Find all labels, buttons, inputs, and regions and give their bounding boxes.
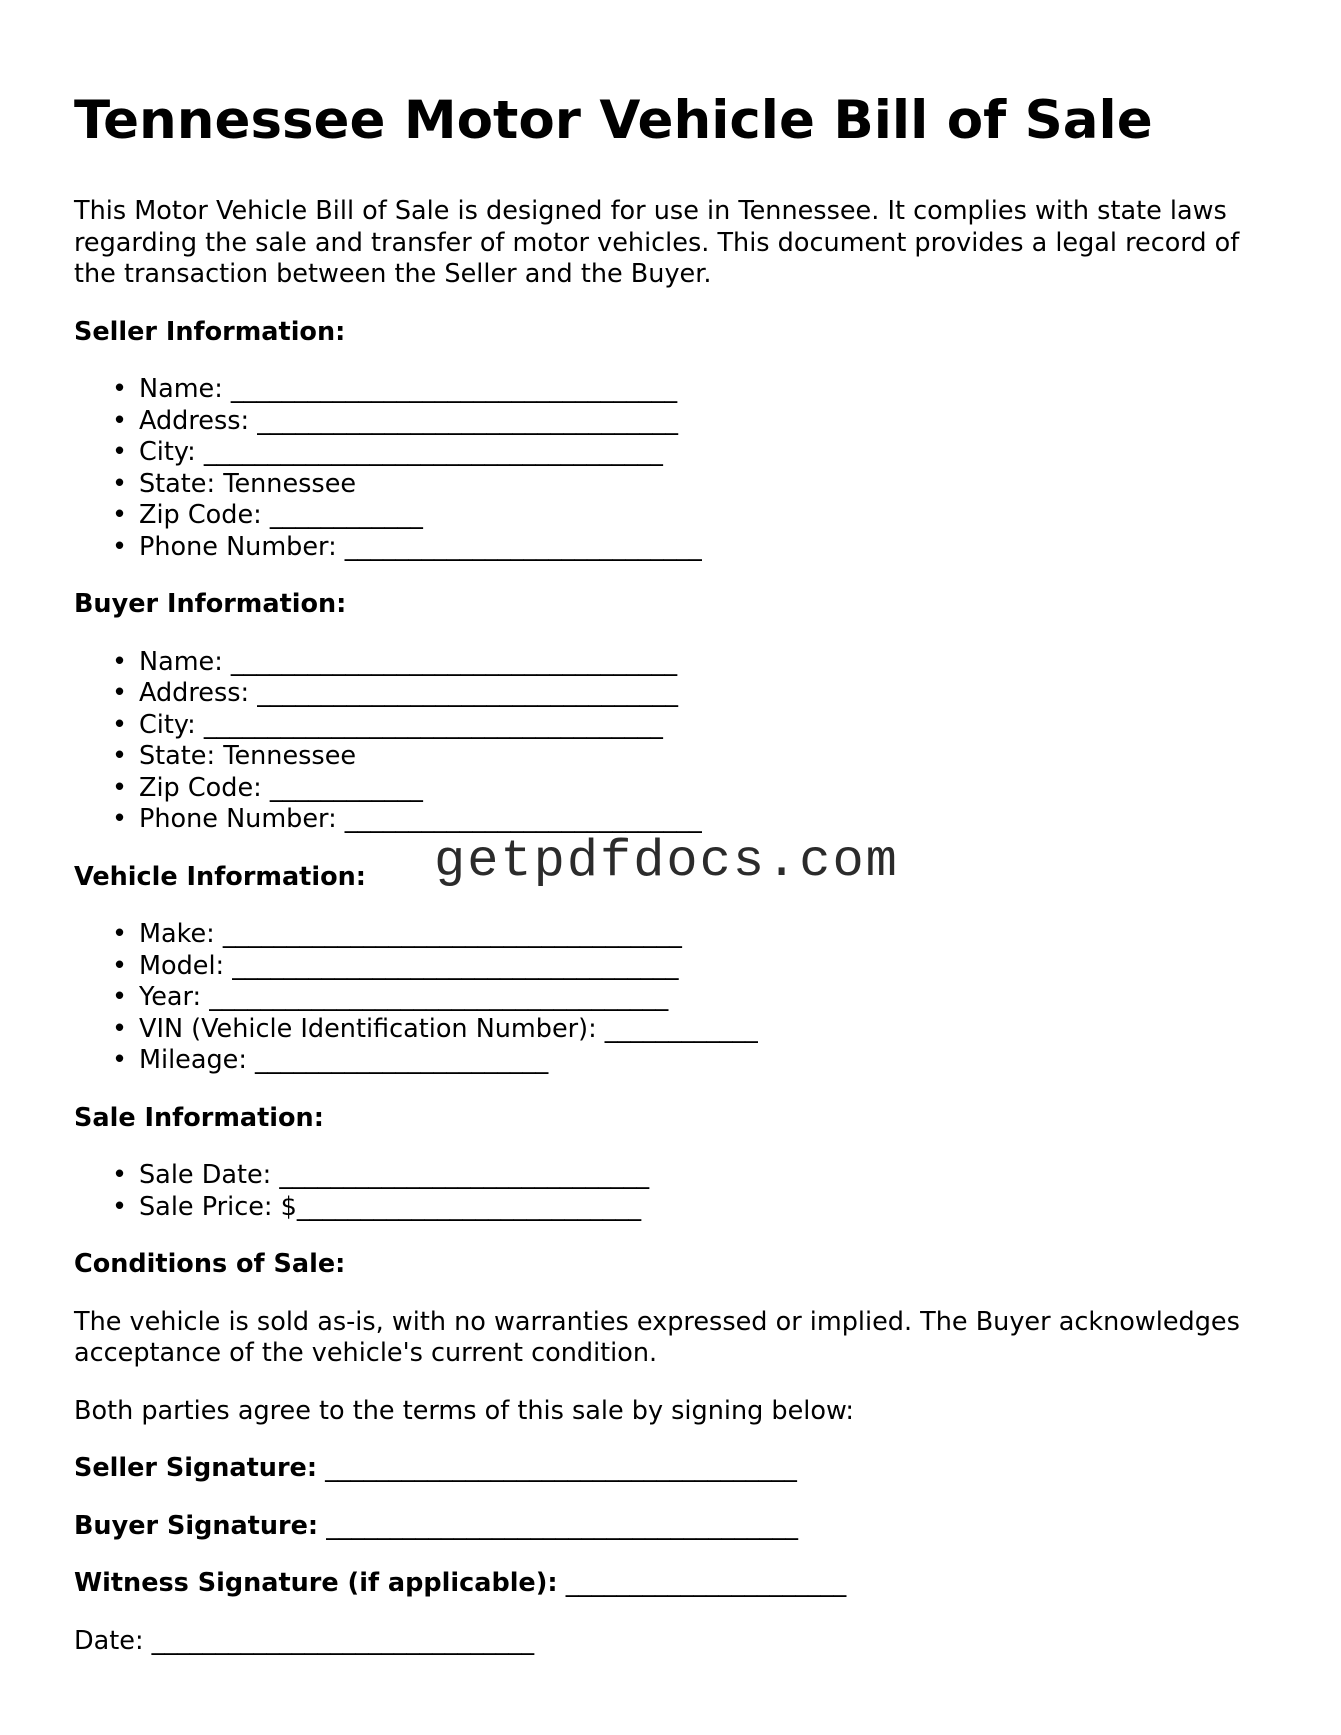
buyer-fields [74, 647, 1274, 836]
vehicle-year-field[interactable]: • Year: ____________________________________ [112, 982, 669, 1012]
vehicle-fields [74, 919, 1274, 1077]
vehicle-mileage-field[interactable]: • Mileage: _______________________ [112, 1045, 549, 1075]
buyer-city-field[interactable]: • City: ____________________________________ [112, 709, 663, 740]
seller-signature-line[interactable] [74, 1453, 1274, 1485]
conditions-heading: Conditions of Sale: [74, 1249, 346, 1279]
sale-price-field[interactable]: • Sale Price: $___________________________ [112, 1191, 642, 1222]
vehicle-make-field[interactable]: • Make: ____________________________________ [112, 919, 682, 949]
conditions-text: The vehicle is sold as-is, with no warranties expressed or implied. The Buyer acknowledges acceptance of the vehicle's current condition. [74, 1306, 1240, 1368]
agreement-text: Both parties agree to the terms of this sale by signing below: [74, 1395, 855, 1426]
seller-state-field: • State: Tennessee [112, 468, 357, 499]
buyer-signature-blank[interactable]: _____________________________________ [326, 1510, 798, 1541]
witness-signature-line[interactable] [74, 1568, 1274, 1600]
bill-of-sale-document [74, 86, 1274, 1683]
buyer-address-field[interactable]: • Address: _________________________________ [112, 678, 678, 708]
witness-signature-label: Witness Signature (if applicable): [74, 1568, 558, 1598]
buyer-heading: Buyer Information: [74, 589, 347, 619]
seller-city-field[interactable]: • City: ____________________________________ [112, 437, 663, 467]
sale-date-field[interactable]: • Sale Date: _____________________________ [112, 1160, 650, 1190]
seller-heading: Seller Information: [74, 316, 346, 347]
document-title: Tennessee Motor Vehicle Bill of Sale [74, 90, 1153, 151]
intro-paragraph: This Motor Vehicle Bill of Sale is designed for use in Tennessee. It complies with state laws regarding the sale and transfer of motor vehicles. This document provides a legal record of the transaction between the Seller and the Buyer. [74, 196, 1240, 289]
seller-name-field[interactable]: • Name: ___________________________________ [112, 374, 678, 404]
buyer-zip-field[interactable]: • Zip Code: ____________ [112, 772, 423, 803]
witness-signature-blank[interactable]: ______________________ [565, 1568, 847, 1598]
date-line[interactable] [74, 1626, 1274, 1658]
date-label: Date: [74, 1625, 144, 1656]
buyer-signature-label: Buyer Signature: [74, 1510, 319, 1541]
sale-fields [74, 1160, 1274, 1223]
date-blank[interactable]: ______________________________ [151, 1625, 535, 1656]
seller-signature-blank[interactable]: _____________________________________ [325, 1453, 797, 1483]
seller-address-field[interactable]: • Address: _________________________________ [112, 405, 678, 436]
watermark: getpdfdocs.com [434, 831, 899, 891]
sale-heading: Sale Information: [74, 1102, 324, 1133]
buyer-phone-field[interactable]: • Phone Number: ____________________________ [112, 804, 702, 834]
seller-fields [74, 374, 1274, 563]
buyer-state-field: • State: Tennessee [112, 741, 357, 771]
seller-signature-label: Seller Signature: [74, 1453, 318, 1483]
vehicle-heading: Vehicle Information: getpdfdocs.com [74, 831, 899, 892]
vehicle-vin-field[interactable]: • VIN (Vehicle Identification Number): ____________ [112, 1013, 758, 1044]
buyer-name-field[interactable]: • Name: ___________________________________ [112, 646, 678, 677]
vehicle-model-field[interactable]: • Model: ___________________________________ [112, 950, 679, 981]
buyer-signature-line[interactable] [74, 1511, 1274, 1543]
seller-phone-field[interactable]: • Phone Number: ____________________________ [112, 531, 702, 562]
seller-zip-field[interactable]: • Zip Code: ____________ [112, 500, 423, 530]
